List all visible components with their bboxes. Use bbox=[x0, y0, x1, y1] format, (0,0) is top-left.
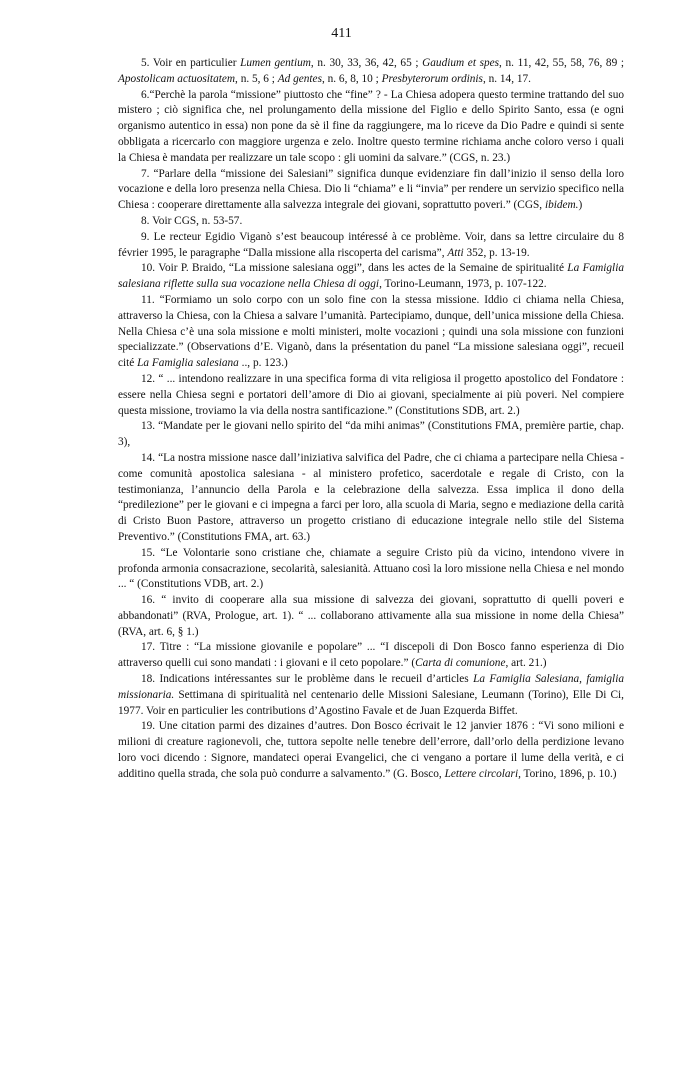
note-text: 12. “ ... intendono realizzare in una specifica forma di vita religiosa il progetto apostolico del Fondatore : essere nella Chiesa segni e portatori dell’amore di Dio ai giovani, specialmente ai più poveri. Nel compiere questa missione, troviamo la via della nostra santificazione.” (Constitutions SDB, art. 2.) bbox=[118, 372, 624, 417]
footnote-16 bbox=[118, 593, 624, 640]
note-text: 8. Voir CGS, n. 53-57. bbox=[141, 214, 243, 227]
note-text: , n. 14, 17. bbox=[482, 72, 531, 85]
footnote-18 bbox=[118, 672, 624, 719]
note-text: 6.“Perchè la parola “missione” piuttosto che “fine” ? - La Chiesa adopera questo termine trattando del suo mistero ; ciò significa che, nel prolungamento della missione del Figlio e dello Spirito Santo, essa (e ogni organismo autentico in essa) non pone da sè il fine da raggiungere, ma lo riceve da Dio Padre e quindi si sente obbligata a ricercarlo con maggiore urgenza e zelo. Inoltre questo termine richiama anche coloro verso i quali la Chiesa è mandata per realizzare un tale scopo : gli uomini da salvare.” (CGS, n. 23.) bbox=[118, 88, 624, 164]
italic-title: Ad gentes bbox=[277, 72, 322, 85]
note-text: , n. 11, 42, 55, 58, 76, 89 ; bbox=[499, 57, 624, 69]
italic-title: Presbyterorum ordinis bbox=[381, 72, 483, 85]
footnote-14 bbox=[118, 451, 624, 546]
footnote-15 bbox=[118, 546, 624, 593]
note-text: 15. “Le Volontarie sono cristiane che, chiamate a seguire Cristo più da vicino, intendono vivere in profonda armonia consacrazione, secolarità, salesianità. Attuano così la loro missione nella Chiesa e nel mondo ... “ (Constitutions VDB, art. 2.) bbox=[118, 546, 624, 591]
footnote-9 bbox=[118, 230, 624, 262]
footnote-8 bbox=[118, 214, 624, 230]
note-text: , n. 6, 8, 10 ; bbox=[321, 72, 382, 85]
italic-title: ibidem. bbox=[544, 199, 579, 212]
note-text: ) bbox=[578, 199, 583, 212]
italic-title: Apostolicam actuositatem bbox=[118, 72, 236, 85]
note-text: 7. “Parlare della “missione dei Salesiani” significa dunque evidenziare fin dall’inizio il senso della loro vocazione e della loro presenza nella Chiesa. Dio li “chiama” e li “invia” per rendere un servizio specifico nella Chiesa : cooperare direttamente alla salvezza integrale dei giovani, soprattutto poveri.” (CGS, bbox=[118, 167, 624, 212]
note-text: , Torino-Leumann, 1973, p. 107-122. bbox=[379, 278, 547, 291]
note-text: , art. 21.) bbox=[505, 657, 547, 670]
note-text: Torino, 1896, p. 10.) bbox=[520, 767, 617, 780]
footnote-5 bbox=[118, 56, 624, 88]
footnote-13 bbox=[118, 419, 624, 451]
footnote-12 bbox=[118, 372, 624, 419]
note-text: , n. 5, 6 ; bbox=[235, 72, 278, 85]
italic-title: La Famiglia salesiana bbox=[137, 357, 239, 370]
note-text: .., p. 123.) bbox=[238, 357, 288, 370]
note-text: 19. Une citation parmi des dizaines d’autres. Don Bosco écrivait le 12 janvier 1876 : “Vi sono milioni e milioni di creature ragionevoli, che, tuttora sepolte nelle tenebre dell’errore, dall’orlo della perdizione levano loro voci dicendo : Signore, mandateci operai Evangelici, che ci vengano a portare il lume della verità, e ci additino quella strada, che sola può condurre a salvamento.” (G. Bosco, bbox=[118, 720, 624, 780]
italic-title: Atti bbox=[447, 246, 464, 259]
footnote-11 bbox=[118, 293, 624, 372]
italic-title: Lumen gentium bbox=[240, 57, 311, 69]
note-text: 17. Titre : “La missione giovanile e popolare” ... “I discepoli di Don Bosco fanno esperienza di Dio attraverso quelli cui sono mandati : i giovani e il ceto popolare.” ( bbox=[118, 641, 624, 670]
note-text: 352, p. 13-19. bbox=[463, 246, 530, 259]
note-text: 16. “ invito di cooperare alla sua missione di salvezza dei giovani, soprattutto di quelli poveri e abbandonati” (RVA, Prologue, art. 1). “ ... collaborano attivamente alla sua missione in nome della Chiesa” (RVA, art. 6, § 1.) bbox=[118, 594, 624, 638]
italic-title: Carta di comunione bbox=[415, 657, 506, 670]
note-text: 5. Voir en particulier bbox=[141, 57, 241, 69]
note-text: 9. Le recteur Egidio Viganò s’est beaucoup intéressé à ce problème. Voir, dans sa lettre circulaire du 8 février 1995, le paragraphe “Dalla missione alla riscoperta del carisma”, bbox=[118, 230, 624, 259]
italic-title: La Famiglia Salesiana, famiglia missionaria. bbox=[118, 673, 624, 701]
footnote-19 bbox=[118, 719, 624, 782]
note-text: Settimana di spiritualità nel centenario delle Missioni Salesiane, Leumann (Torino), Elle Di Ci, 1977. Voir en particulier les contributions d’Agostino Favale et de Juan Ezquerda Biffet. bbox=[118, 688, 624, 717]
italic-title: Lettere circolari, bbox=[444, 767, 521, 780]
note-text: 18. Indications intéressantes sur le problème dans le recueil d’articles bbox=[141, 673, 474, 686]
note-text: 14. “La nostra missione nasce dall’iniziativa salvifica del Padre, che ci chiama a partecipare nella Chiesa - come comunità apostolica salesiana - al ministero profetico, sacerdotale e regale di Cristo, con la testimonianza, l’annuncio della Parola e la celebrazione della salvezza. Essa implica il dono della “predilezione” per le giovani e ci impegna a farci per loro, alla scuola di Maria, segno e mediazione della carità di Cristo Buon Pastore, attraverso un progetto cristiano di educazione integrale nello stile del Sistema Preventivo.” (Constitutions FMA, art. 63.) bbox=[118, 451, 624, 543]
note-text: 13. “Mandate per le giovani nello spirito del “da mihi animas” (Constitutions FMA, première partie, chap. 3), bbox=[118, 420, 624, 449]
note-text: 11. “Formiamo un solo corpo con un solo fine con la stessa missione. Iddio ci chiama nella Chiesa, attraverso la Chiesa, con la Chiesa a salvare l’umanità. Partecipiamo, dunque, dell’unica missione della Chiesa. Nella Chiesa c’è una sola missione e molti ministeri, molte vocazioni ; quindi una sola missione con funzioni specializzate.” (Observations d’E. Viganò, dans la présentation du panel “La missione salesiana oggi”, recueil cité bbox=[118, 293, 624, 370]
footnote-17 bbox=[118, 640, 624, 672]
footnote-7 bbox=[118, 167, 624, 214]
note-text: 10. Voir P. Braido, “La missione salesiana oggi”, dans les actes de la Semaine de spiritualité bbox=[141, 262, 568, 275]
italic-title: La Famiglia salesiana riflette sulla sua vocazione nella Chiesa di oggi bbox=[118, 262, 624, 291]
note-text: , n. 30, 33, 36, 42, 65 ; bbox=[310, 57, 423, 69]
footnote-10 bbox=[118, 261, 624, 293]
footnote-6 bbox=[118, 88, 624, 167]
footnotes-list bbox=[118, 56, 624, 783]
page-number: 411 bbox=[331, 26, 352, 41]
italic-title: Gaudium et spes bbox=[422, 57, 500, 69]
